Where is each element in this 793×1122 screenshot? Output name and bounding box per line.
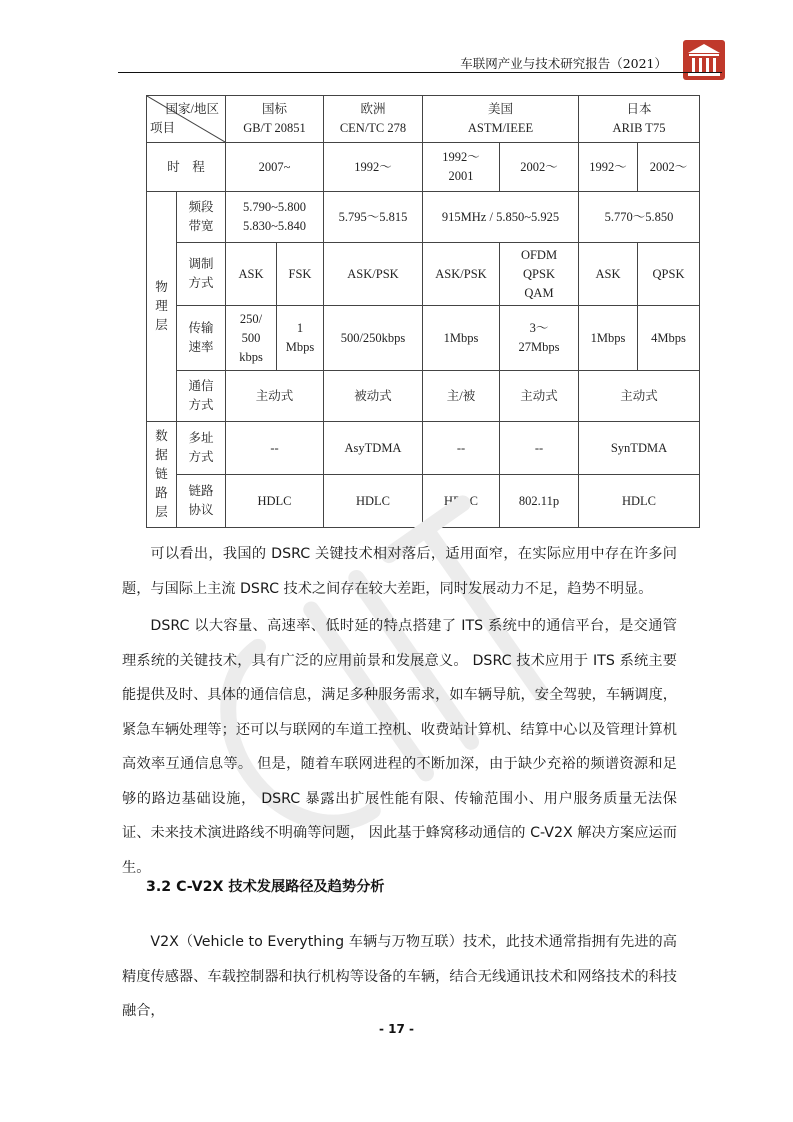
corner-top-label: 国家/地区: [165, 102, 219, 116]
link-eu: HDLC: [324, 475, 423, 528]
time-jp-2: 2002～: [638, 143, 700, 192]
corner-header-cell: [147, 96, 226, 143]
link-us-1: HDLC: [423, 475, 500, 528]
header-us-cell: 美国 ASTM/IEEE: [423, 96, 579, 143]
band-us: 915MHz / 5.850~5.925: [423, 192, 579, 243]
comm-label: 通信 方式: [177, 371, 226, 422]
rate-gb-2: 1 Mbps: [277, 306, 324, 371]
table-header-row: [147, 96, 700, 143]
link-jp: HDLC: [579, 475, 700, 528]
rate-us-2: 3～ 27Mbps: [500, 306, 579, 371]
mod-us-1: ASK/PSK: [423, 243, 500, 306]
band-jp: 5.770～5.850: [579, 192, 700, 243]
time-label: 时 程: [147, 143, 226, 192]
multi-us-1: --: [423, 422, 500, 475]
modulation-label: 调制 方式: [177, 243, 226, 306]
paragraph-dsrc-features: DSRC 以大容量、高速率、低时延的特点搭建了 ITS 系统中的通信平台，是交通管理系统的关键技术，具有广泛的应用前景和发展意义。 DSRC 技术应用于 ITS 系统主要能提供及时、具体的通信信息，满足多种服务需求，如车辆导航，安全驾驶，车辆调度，紧急车辆处理等；还可以与联网的车道工控机、收费站计算机、结算中心以及管理计算机高效率互通信息等。 但是，随着车联网进程的不断加深，由于缺少充裕的频谱资源和足够的路边基础设施， DSRC 暴露出扩展性能有限、传输范围小、用户服务质量无法保证、未来技术演进路线不明确等问题， 因此基于蜂窝移动通信的 C-V2X 解决方案应运而生。: [122, 618, 677, 876]
table-row-modulation: [147, 243, 700, 306]
mod-gb-2: FSK: [277, 243, 324, 306]
header-gb-cell: 国标 GB/T 20851: [226, 96, 324, 143]
paragraph-v2x-intro: V2X（Vehicle to Everything 车辆与万物互联）技术，此技术通常指拥有先进的高精度传感器、车载控制器和执行机构等设备的车辆，结合无线通讯技术和网络技术的科技融合，: [122, 934, 677, 1019]
table-row-multiaccess: [147, 422, 700, 475]
band-gb: 5.790~5.800 5.830~5.840: [226, 192, 324, 243]
header-eu-cell: 欧洲 CEN/TC 278: [324, 96, 423, 143]
link-gb: HDLC: [226, 475, 324, 528]
table-row-link: [147, 475, 700, 528]
comm-eu: 被动式: [324, 371, 423, 422]
table-row-rate: [147, 306, 700, 371]
table-row-band: [147, 192, 700, 243]
section-heading: 3.2 C-V2X 技术发展路径及趋势分析: [146, 879, 385, 895]
mod-eu: ASK/PSK: [324, 243, 423, 306]
table-row-comm: [147, 371, 700, 422]
link-us-2: 802.11p: [500, 475, 579, 528]
header-jp-cell: 日本 ARIB T75: [579, 96, 700, 143]
mod-jp-2: QPSK: [638, 243, 700, 306]
time-us-2: 2002～: [500, 143, 579, 192]
running-header-title: 车联网产业与技术研究报告（2021）: [460, 56, 667, 71]
rate-jp-1: 1Mbps: [579, 306, 638, 371]
rate-jp-2: 4Mbps: [638, 306, 700, 371]
page-number: - 17 -: [378, 1022, 414, 1036]
ciit-logo-icon: [683, 40, 725, 80]
physical-layer-label: 物 理 层: [147, 192, 177, 422]
comm-us-2: 主动式: [500, 371, 579, 422]
link-label: 链路 协议: [177, 475, 226, 528]
band-eu: 5.795～5.815: [324, 192, 423, 243]
comm-jp: 主动式: [579, 371, 700, 422]
rate-gb-1: 250/ 500 kbps: [226, 306, 277, 371]
dsrc-standards-table: [146, 95, 700, 528]
multi-us-2: --: [500, 422, 579, 475]
time-gb: 2007~: [226, 143, 324, 192]
rate-label: 传输 速率: [177, 306, 226, 371]
multi-eu: AsyTDMA: [324, 422, 423, 475]
mod-us-2: OFDM QPSK QAM: [500, 243, 579, 306]
time-eu: 1992～: [324, 143, 423, 192]
paragraph-dsrc-gap: 可以看出，我国的 DSRC 关键技术相对落后，适用面窄，在实际应用中存在许多问题，与国际上主流 DSRC 技术之间存在较大差距，同时发展动力不足，趋势不明显。: [122, 546, 677, 597]
multiaccess-label: 多址 方式: [177, 422, 226, 475]
rate-eu: 500/250kbps: [324, 306, 423, 371]
comm-gb: 主动式: [226, 371, 324, 422]
mod-gb-1: ASK: [226, 243, 277, 306]
datalink-layer-label: 数 据 链 路 层: [147, 422, 177, 528]
table-row-time: [147, 143, 700, 192]
corner-bottom-label: 项目: [150, 121, 176, 135]
rate-us-1: 1Mbps: [423, 306, 500, 371]
mod-jp-1: ASK: [579, 243, 638, 306]
time-jp-1: 1992～: [579, 143, 638, 192]
header-rule: [118, 72, 722, 73]
band-label: 频段 带宽: [177, 192, 226, 243]
comm-us-1: 主/被: [423, 371, 500, 422]
multi-gb: --: [226, 422, 324, 475]
time-us-1: 1992～ 2001: [423, 143, 500, 192]
multi-jp: SynTDMA: [579, 422, 700, 475]
